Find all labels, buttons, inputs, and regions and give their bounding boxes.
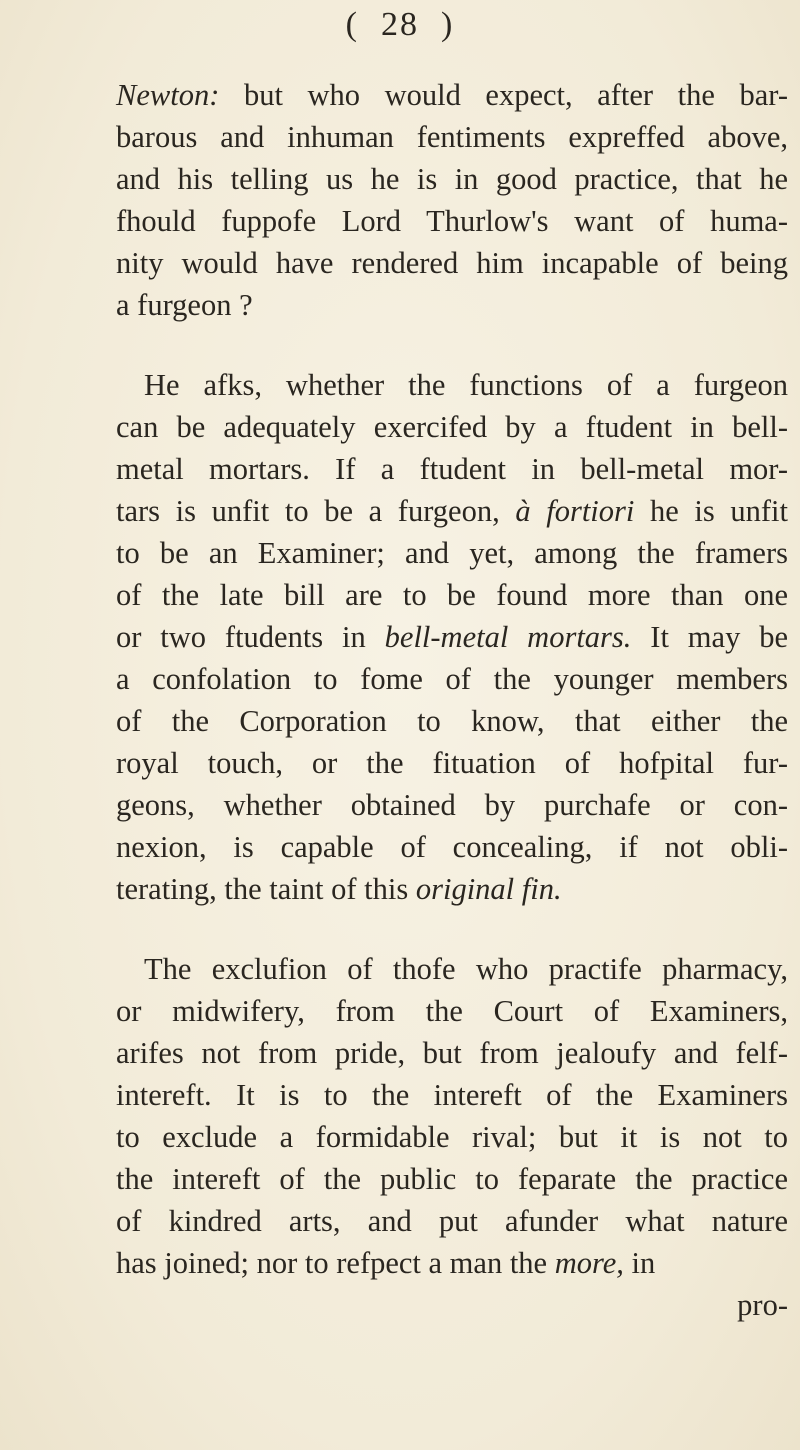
header-close-paren: ) xyxy=(441,6,455,43)
text-run: terating, the taint of this xyxy=(116,872,416,906)
text-run: has joined; nor to refpect a man the xyxy=(116,1246,555,1280)
text-run: of the Corporation to know, that either the xyxy=(116,704,788,738)
text-line xyxy=(116,700,788,742)
text-line xyxy=(116,364,788,406)
text-line xyxy=(116,784,788,826)
paragraph-gap xyxy=(116,910,788,948)
text-line xyxy=(116,1158,788,1200)
text-line xyxy=(116,448,788,490)
paragraph xyxy=(116,74,788,326)
text-run: geons, whether obtained by purchafe or con- xyxy=(116,788,788,822)
text-run: nity would have rendered him incapable of being xyxy=(116,246,788,280)
text-line xyxy=(116,1032,788,1074)
text-run: or midwifery, from the Court of Examiners, xyxy=(116,994,788,1028)
text-run: tars is unfit to be a furgeon, xyxy=(116,494,516,528)
text-line xyxy=(116,242,788,284)
text-run: of kindred arts, and put afunder what nature xyxy=(116,1204,788,1238)
text-line xyxy=(116,1200,788,1242)
text-run: but who would expect, after the bar- xyxy=(219,78,788,112)
text-run: and his telling us he is in good practice, that he xyxy=(116,162,788,196)
text-line xyxy=(116,574,788,616)
text-run: he is unfit xyxy=(634,494,788,528)
catchword: pro- xyxy=(737,1288,788,1322)
text-line xyxy=(116,1074,788,1116)
text-run: arifes not from pride, but from jealoufy and felf- xyxy=(116,1036,788,1070)
paragraph xyxy=(116,364,788,910)
text-line xyxy=(116,532,788,574)
italic-text: Newton: xyxy=(116,78,220,112)
paragraph-gap xyxy=(116,326,788,364)
text-run: barous and inhuman fentiments expreffed above, xyxy=(116,120,788,154)
text-line xyxy=(116,406,788,448)
header-open-paren: ( xyxy=(345,6,359,43)
italic-text: more, xyxy=(554,1246,624,1280)
text-run: a confolation to fome of the younger members xyxy=(116,662,788,696)
text-line xyxy=(116,116,788,158)
text-line xyxy=(116,1242,788,1284)
text-line xyxy=(116,74,788,116)
text-line xyxy=(116,990,788,1032)
text-line xyxy=(116,1116,788,1158)
text-run: He afks, whether the functions of a furgeon xyxy=(144,368,788,402)
text-run: royal touch, or the fituation of hofpital fur- xyxy=(116,746,788,780)
text-line xyxy=(116,868,788,910)
text-run: intereft. It is to the intereft of the Examiners xyxy=(116,1078,788,1112)
text-run: can be adequately exercifed by a ftudent in bell- xyxy=(116,410,788,444)
text-run: metal mortars. If a ftudent in bell-metal mor- xyxy=(116,452,788,486)
text-run: to exclude a formidable rival; but it is not to xyxy=(116,1120,788,1154)
body-text xyxy=(116,74,788,1326)
text-run: to be an Examiner; and yet, among the framers xyxy=(116,536,788,570)
text-run: a furgeon ? xyxy=(116,288,253,322)
text-line xyxy=(116,158,788,200)
text-line xyxy=(116,200,788,242)
text-run: fhould fuppofe Lord Thurlow's want of huma- xyxy=(116,204,788,238)
italic-text: bell-metal mortars. xyxy=(384,620,632,654)
text-run: The exclufion of thofe who practife pharmacy, xyxy=(144,952,788,986)
italic-text: original fin. xyxy=(415,872,562,906)
text-run: of the late bill are to be found more than one xyxy=(116,578,788,612)
text-line xyxy=(116,616,788,658)
paragraph xyxy=(116,948,788,1284)
text-run: nexion, is capable of concealing, if not obli- xyxy=(116,830,788,864)
text-run: or two ftudents in xyxy=(116,620,385,654)
text-line xyxy=(116,658,788,700)
italic-text: à fortiori xyxy=(515,494,635,528)
text-run: the intereft of the public to feparate the practice xyxy=(116,1162,788,1196)
text-line xyxy=(116,742,788,784)
text-line xyxy=(116,284,788,326)
text-line xyxy=(116,948,788,990)
page-number: 28 xyxy=(381,6,419,43)
text-run: in xyxy=(623,1246,656,1280)
text-line xyxy=(116,490,788,532)
text-line xyxy=(116,826,788,868)
page-header xyxy=(0,6,800,44)
text-run: It may be xyxy=(631,620,788,654)
